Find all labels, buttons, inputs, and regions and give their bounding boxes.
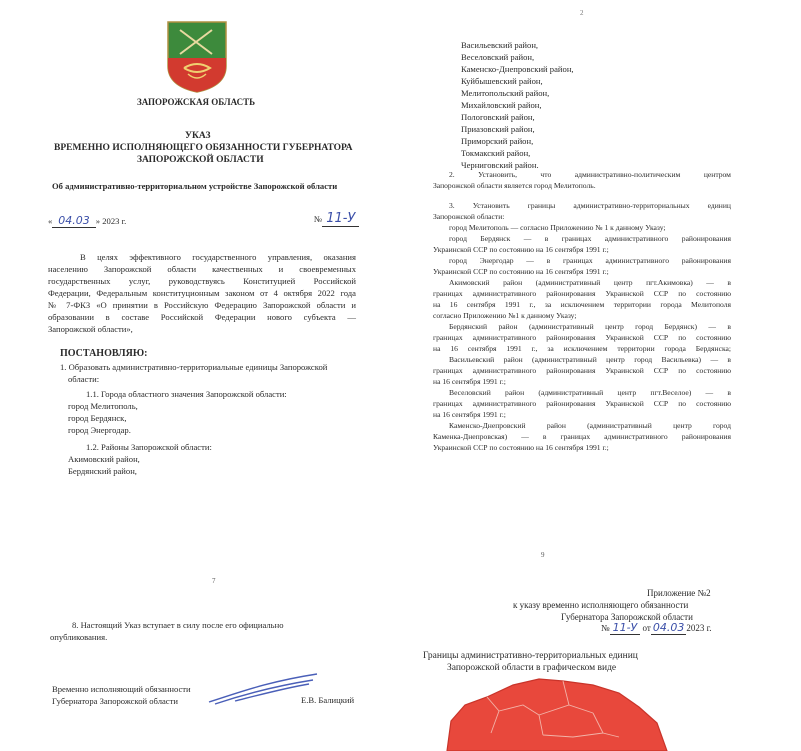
- region-name: ЗАПОРОЖСКАЯ ОБЛАСТЬ: [137, 97, 256, 107]
- decree-subject: Об административно-территориальном устройстве Запорожской области: [52, 181, 338, 191]
- page-number: 7: [212, 577, 216, 585]
- item-1: 1. Образовать административно-территориальные единицы Запорожской: [60, 362, 328, 372]
- document-page-3: [0, 560, 395, 751]
- boundary-line: Веселовский район (административный центр пгт.Веселое) — в: [449, 388, 731, 397]
- handwritten-date: 04.03: [652, 621, 685, 634]
- decree-title-line3: ЗАПОРОЖСКОЙ ОБЛАСТИ: [137, 155, 264, 165]
- boundary-line: согласно Приложению №1 к данному Указу;: [433, 311, 577, 320]
- decree-title-line2: ВРЕМЕННО ИСПОЛНЯЮЩЕГО ОБЯЗАННОСТИ ГУБЕРНАТОРА: [54, 143, 353, 153]
- page-number: 9: [541, 551, 545, 559]
- boundary-line: Украинской ССР по состоянию на 16 сентября 1991 г.;: [433, 443, 609, 452]
- map-title-line2: Запорожской области в графическом виде: [447, 663, 617, 673]
- preamble-line: В целях эффективного государственного управления, оказания: [80, 252, 356, 262]
- decree-title: УКАЗ: [185, 131, 211, 141]
- district-item: Черниговский район.: [461, 160, 539, 170]
- handwritten-date: 04.03: [52, 214, 96, 228]
- district-item: Мелитопольский район,: [461, 88, 550, 98]
- boundary-line: на 16 сентября 1991 г.;: [433, 377, 506, 386]
- signature-title: Временно исполняющий обязанности: [52, 684, 191, 694]
- preamble-line: образовании в составе Российской Федерации нового субъекта —: [48, 312, 356, 322]
- boundary-line: границах административного районирования Украинской ССР по состоянию: [433, 399, 731, 408]
- item-1-2: 1.2. Районы Запорожской области:: [86, 442, 212, 452]
- boundary-line: Каменско-Днепровский район (административный центр город: [449, 421, 731, 430]
- preamble-line: Запорожской области»,: [48, 324, 133, 334]
- appendix-ref-line2: Губернатора Запорожской области: [561, 612, 693, 622]
- decree-resolve: ПОСТАНОВЛЯЮ:: [60, 348, 148, 359]
- decree-number: № 11-У: [314, 214, 359, 225]
- signature-title-line2: Губернатора Запорожской области: [52, 696, 178, 706]
- city-item: город Мелитополь,: [68, 401, 138, 411]
- appendix-ref: к указу временно исполняющего обязанности: [513, 600, 689, 610]
- map-title: Границы административно-территориальных единиц: [423, 651, 638, 661]
- boundary-line: город Энергодар — в границах административного районирования: [449, 256, 731, 265]
- region-map: [443, 675, 693, 751]
- city-item: город Энергодар.: [68, 425, 131, 435]
- boundary-line: границах административного районирования Украинской ССР по состоянию: [433, 333, 731, 342]
- preamble-line: № 7-ФКЗ «О принятии в Российскую Федерацию Запорожской области и: [48, 300, 356, 310]
- district-item: Куйбышевский район,: [461, 76, 543, 86]
- handwritten-number: 11-У: [322, 211, 359, 227]
- item-8: 8. Настоящий Указ вступает в силу после его официально: [72, 620, 284, 630]
- boundary-line: на 16 сентября 1991 г.;: [433, 410, 506, 419]
- district-item: Приморский район,: [461, 136, 534, 146]
- document-page-2: [403, 0, 801, 490]
- district-item: Васильевский район,: [461, 40, 539, 50]
- district-item: Бердянский район,: [68, 466, 137, 476]
- coat-of-arms-emblem: [166, 20, 228, 94]
- appendix-label: Приложение №2: [647, 588, 711, 598]
- city-item: город Бердянск,: [68, 413, 127, 423]
- boundary-line: Украинской ССР по состоянию на 16 сентября 1991 г.;: [433, 245, 609, 254]
- decree-date: « 04.03 » 2023 г.: [48, 214, 127, 227]
- document-page-4: [403, 540, 801, 751]
- boundary-line: Васильевский район (административный центр город Васильевка) — в: [449, 355, 731, 364]
- item-3: 3. Установить границы административно-территориальных единиц: [449, 201, 731, 210]
- district-item: Приазовский район,: [461, 124, 535, 134]
- appendix-number-date: № 11-У от 04.03 2023 г.: [601, 621, 712, 634]
- district-item: Михайловский район,: [461, 100, 542, 110]
- document-page-1: [0, 0, 395, 490]
- boundary-line: Бердянский район (административный центр город Бердянск) — в: [449, 322, 731, 331]
- district-item: Акимовский район,: [68, 454, 140, 464]
- boundary-line: город Мелитополь — согласно Приложению № 1 к данному Указу;: [449, 223, 666, 232]
- boundary-line: Украинской ССР по состоянию на 16 сентября 1991 г.;: [433, 267, 609, 276]
- district-item: Пологовский район,: [461, 112, 535, 122]
- boundary-line: на 16 сентября 1991 г., за исключением территории города Бердянска;: [433, 344, 731, 353]
- item-2: 2. Установить, что административно-политическим центром: [449, 170, 731, 179]
- preamble-line: Федерации, Федеральным конституционным законом от 4 октября 2022 года: [48, 288, 356, 298]
- boundary-line: город Бердянск — в границах административного районирования: [449, 234, 731, 243]
- handwritten-number: 11-У: [610, 621, 641, 635]
- page-number: 2: [580, 9, 584, 17]
- preamble-line: государственных услуг, руководствуясь Конституцией Российской: [48, 276, 356, 286]
- district-item: Веселовский район,: [461, 52, 535, 62]
- preamble-line: населению Запорожской области качественных и своевременных: [48, 264, 356, 274]
- boundary-line: Акимовский район (административный центр пгт.Акимовка) — в: [449, 278, 731, 287]
- district-item: Токмакский район,: [461, 148, 531, 158]
- district-item: Каменско-Днепровский район,: [461, 64, 574, 74]
- boundary-line: границах административного районирования Украинской ССР по состоянию: [433, 289, 731, 298]
- signer-name: Е.В. Балицкий: [301, 695, 355, 705]
- item-3-cont: Запорожской области:: [433, 212, 505, 221]
- item-1-1: 1.1. Города областного значения Запорожской области:: [86, 389, 287, 399]
- item-1-cont: области:: [68, 374, 100, 384]
- boundary-line: Каменка-Днепровская) — в границах административного районирования: [433, 432, 731, 441]
- item-2-cont: Запорожской области является город Мелитополь.: [433, 181, 596, 190]
- boundary-line: границах административного районирования Украинской ССР по состоянию: [433, 366, 731, 375]
- item-8-cont: опубликования.: [50, 632, 108, 642]
- boundary-line: на 16 сентября 1991 г., за исключением территории города Мелитополя: [433, 300, 731, 309]
